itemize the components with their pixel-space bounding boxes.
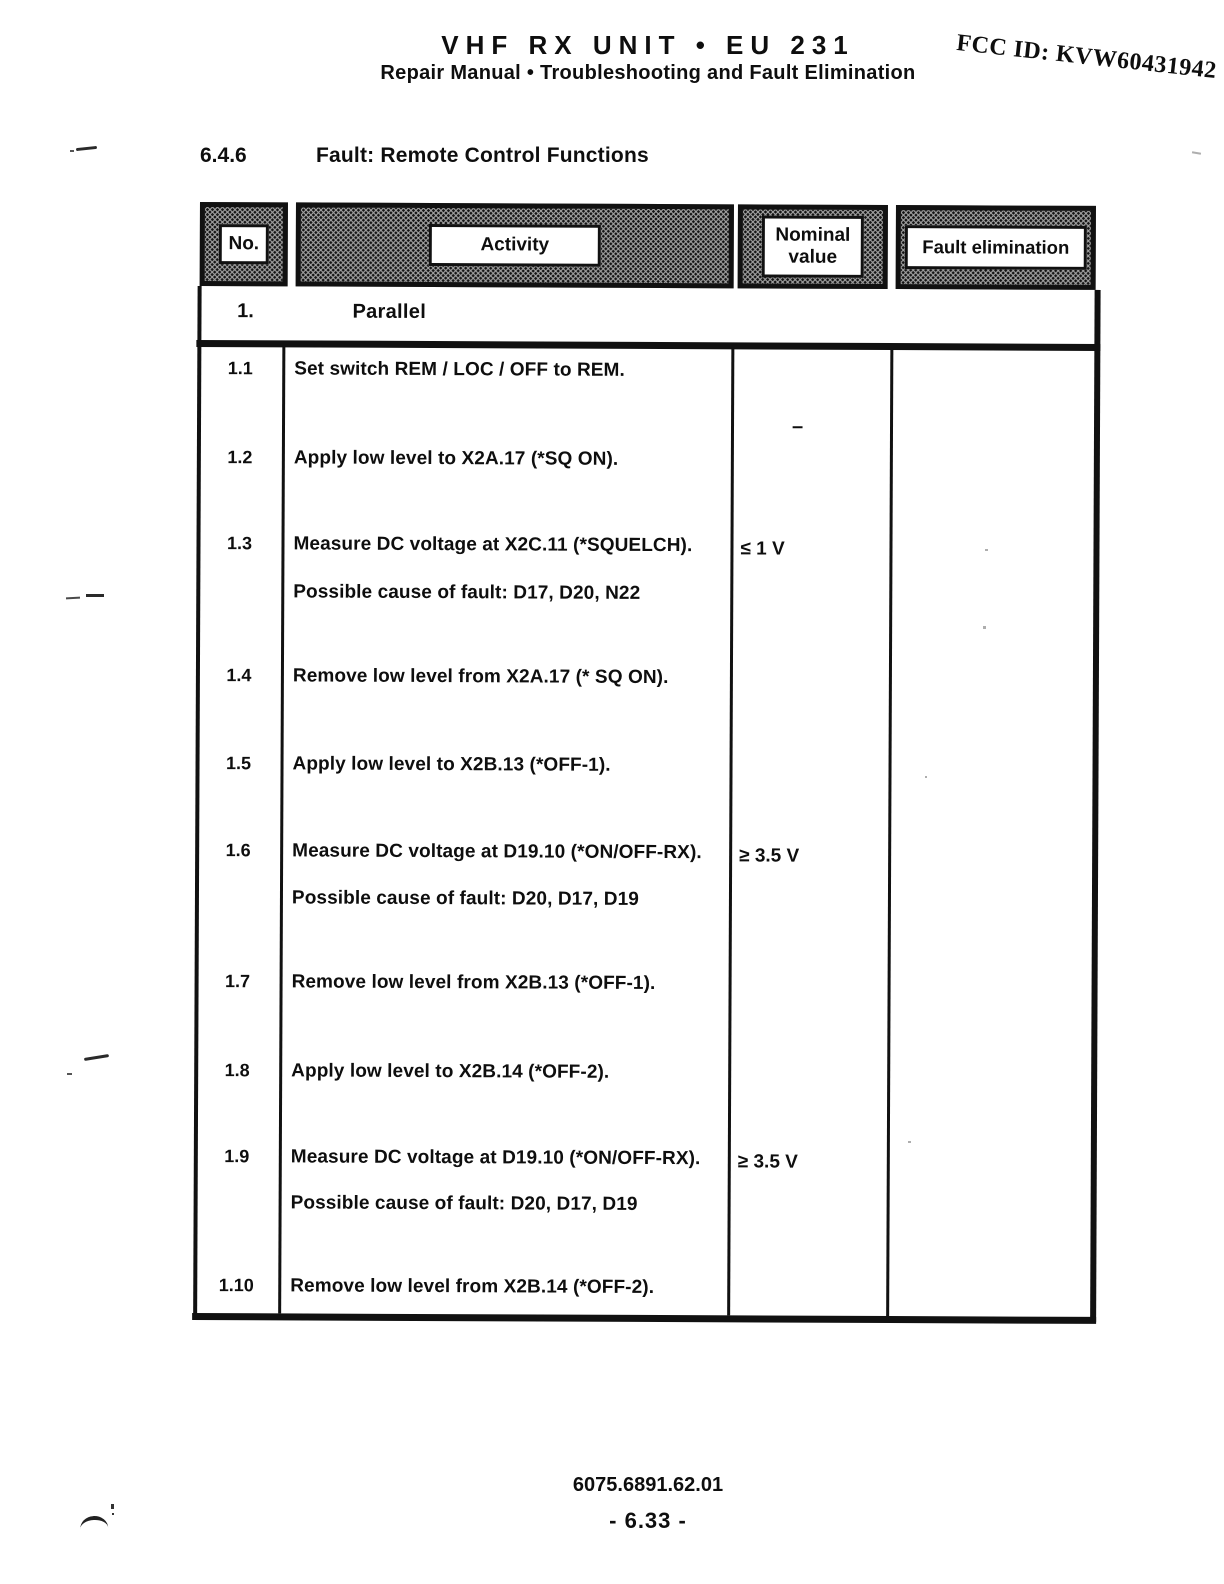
table-header-activity-label: Activity (429, 224, 601, 267)
nominal-value: ≥ 3.5 V (737, 1151, 798, 1173)
fcc-id-stamp: FCC ID: KVW60431942 (955, 30, 1218, 85)
group-number: 1. (237, 300, 254, 323)
table-border-bottom (192, 1313, 1096, 1324)
margin-pen-mark (66, 597, 80, 600)
section-title: Fault: Remote Control Functions (316, 144, 649, 167)
activity-text: Apply low level to X2B.14 (*OFF-2). (291, 1060, 610, 1083)
section-heading (0, 144, 1224, 170)
table-column-divider (727, 348, 734, 1315)
document-title: VHF RX UNIT • EU 231 (441, 30, 855, 60)
cause-text: Possible cause of fault: D17, D20, N22 (293, 581, 641, 604)
activity-text: Apply low level to X2A.17 (*SQ ON). (293, 447, 619, 470)
cause-text: Possible cause of fault: D20, D17, D19 (291, 887, 639, 910)
footer-doc-number: 6075.6891.62.01 (572, 1474, 724, 1496)
activity-text: Measure DC voltage at X2C.11 (*SQUELCH). (293, 533, 693, 557)
row-number: 1.10 (218, 1275, 254, 1296)
scan-speck (925, 776, 927, 778)
table-header-no-label: No. (219, 224, 269, 264)
activity-text: Remove low level from X2B.13 (*OFF-1). (291, 971, 656, 995)
activity-text: Remove low level from X2B.14 (*OFF-2). (290, 1275, 655, 1299)
nominal-value: ≥ 3.5 V (739, 845, 800, 867)
row-number: 1.3 (226, 533, 253, 554)
section-number: 6.4.6 (200, 144, 247, 167)
fault-table (192, 200, 1101, 1328)
footer-page-number: - 6.33 - (609, 1508, 687, 1533)
activity-text: Set switch REM / LOC / OFF to REM. (294, 358, 625, 381)
activity-text: Measure DC voltage at D19.10 (*ON/OFF-RX). (290, 1146, 701, 1170)
document-subtitle: Repair Manual • Troubleshooting and Fault Elimination (380, 62, 916, 84)
nominal-dash: – (791, 415, 804, 438)
row-number: 1.8 (224, 1060, 250, 1081)
margin-pen-mark (70, 150, 74, 152)
table-border (1094, 290, 1100, 350)
margin-pen-mark (67, 1073, 72, 1075)
activity-text: Remove low level from X2A.17 (* SQ ON). (292, 665, 669, 689)
row-number: 1.5 (225, 753, 252, 774)
activity-text: Apply low level to X2B.13 (*OFF-1). (292, 753, 611, 776)
table-column-divider (886, 349, 893, 1316)
table-header-no (200, 202, 288, 286)
margin-pen-mark (112, 1513, 114, 1515)
row-number: 1.1 (227, 358, 253, 379)
table-header-fault-label: Fault elimination (905, 225, 1087, 270)
table-header-nominal (738, 204, 888, 289)
table-border (197, 286, 201, 346)
table-column-divider (278, 346, 285, 1313)
margin-pen-mark (111, 1504, 114, 1509)
table-header-fault (896, 205, 1096, 290)
table-header-activity (296, 202, 734, 288)
group-label: Parallel (352, 300, 427, 324)
row-number: 1.6 (225, 840, 251, 861)
margin-pen-mark (84, 1054, 109, 1061)
table-border-right (1090, 350, 1100, 1322)
row-number: 1.9 (224, 1146, 250, 1167)
row-number: 1.2 (227, 447, 253, 468)
scan-speck (908, 1141, 911, 1143)
table-header-nominal-label: Nominal value (762, 215, 864, 277)
table-border (196, 340, 1100, 351)
row-number: 1.4 (226, 665, 252, 686)
scan-speck (985, 549, 988, 551)
table-border-left (193, 346, 201, 1318)
table-group-row (196, 286, 1100, 350)
margin-pen-mark (86, 594, 104, 597)
nominal-value: ≤ 1 V (740, 538, 785, 560)
activity-text: Measure DC voltage at D19.10 (*ON/OFF-RX). (292, 840, 702, 864)
scan-speck (983, 626, 986, 629)
cause-text: Possible cause of fault: D20, D17, D19 (290, 1192, 638, 1215)
row-number: 1.7 (225, 971, 251, 992)
